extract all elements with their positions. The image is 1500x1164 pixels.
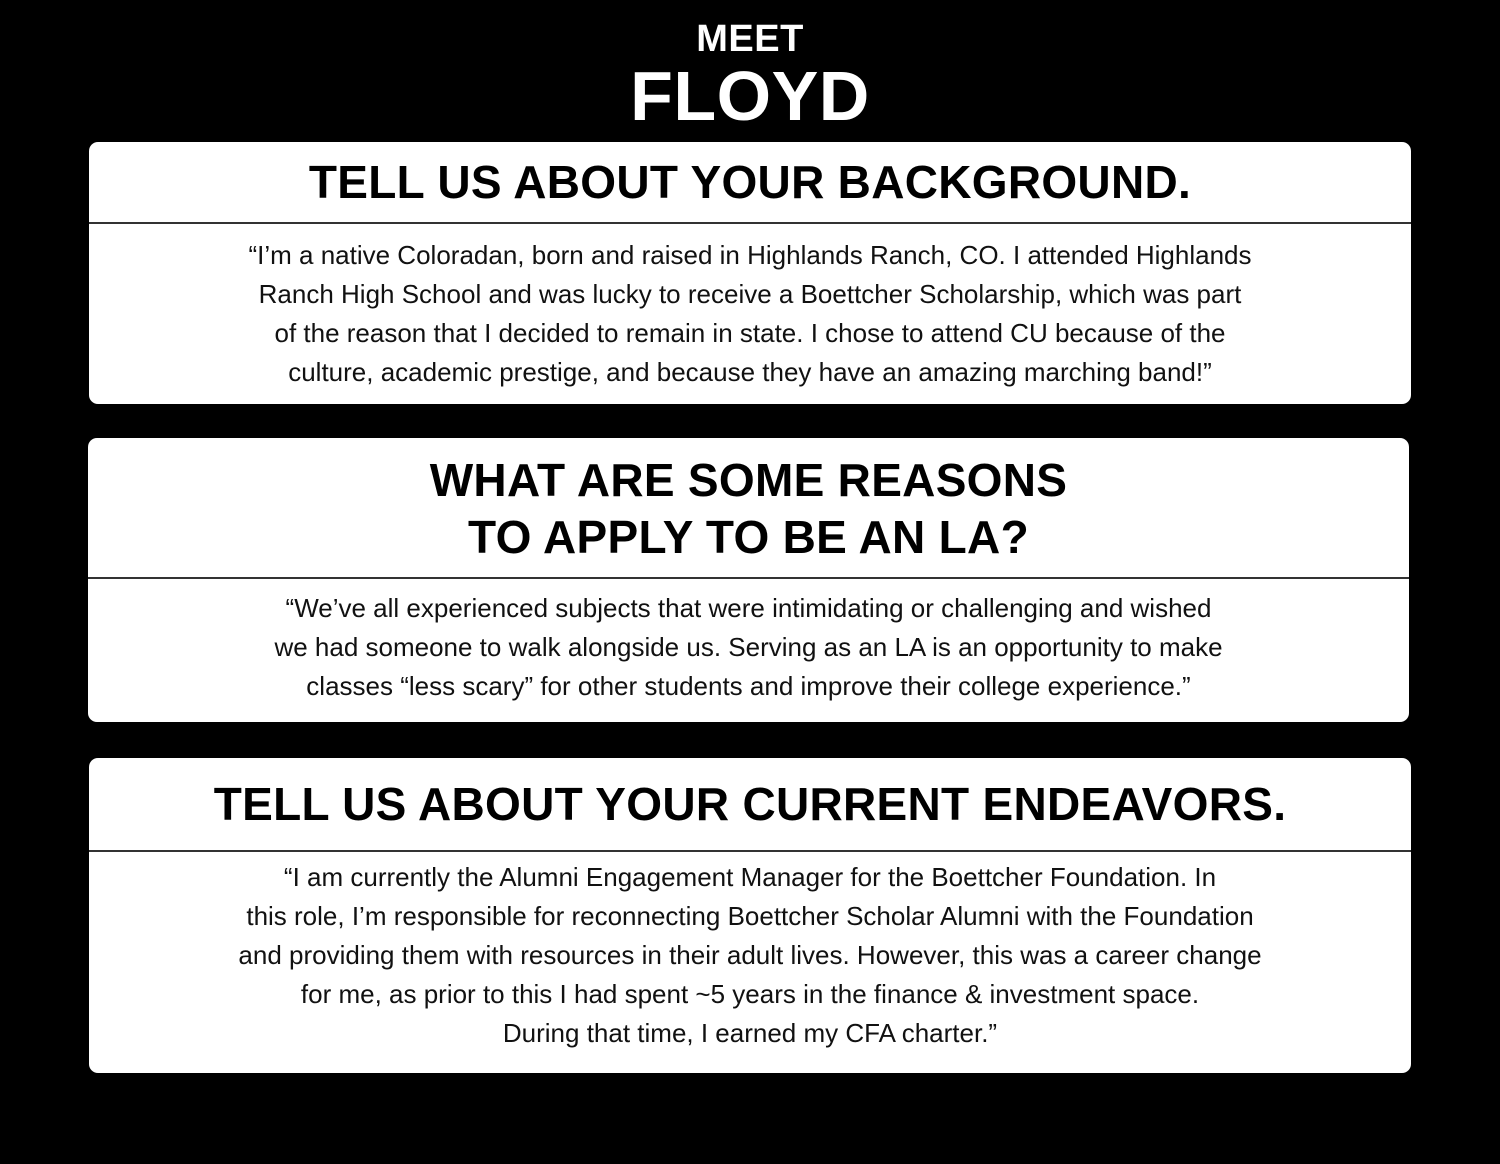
question-title: TELL US ABOUT YOUR BACKGROUND. <box>308 155 1192 208</box>
question-header <box>88 438 1409 579</box>
qa-card-background <box>89 142 1411 404</box>
profile-name: FLOYD <box>630 57 870 135</box>
answer-text: “We’ve all experienced subjects that were intimidating or challenging and wished we had someone to walk alongside us. Serving as an LA is an opportunity to make classes “less scary” for other students and improve their college experience.” <box>274 593 1223 701</box>
question-header <box>89 142 1411 224</box>
qa-card-endeavors <box>89 758 1411 1073</box>
answer-text: “I am currently the Alumni Engagement Manager for the Boettcher Foundation. In this role, I’m responsible for reconnecting Boettcher Scholar Alumni with the Foundation and providing them with resources in their adult lives. However, this was a career change for me, as prior to this I had spent ~5 years in the finance & investment space. During that time, I earned my CFA charter.” <box>238 862 1262 1048</box>
question-title: WHAT ARE SOME REASONS TO APPLY TO BE AN LA? <box>429 453 1068 563</box>
answer-text: “I’m a native Coloradan, born and raised in Highlands Ranch, CO. I attended Highlands Ranch High School and was lucky to receive a Boettcher Scholarship, which was part of the reason that I decided to remain in state. I chose to attend CU because of the culture, academic prestige, and because they have an amazing marching band!” <box>248 240 1252 387</box>
question-header <box>89 758 1411 852</box>
qa-card-reasons <box>88 438 1409 722</box>
meet-label: MEET <box>696 18 804 60</box>
question-title: TELL US ABOUT YOUR CURRENT ENDEAVORS. <box>213 777 1287 830</box>
